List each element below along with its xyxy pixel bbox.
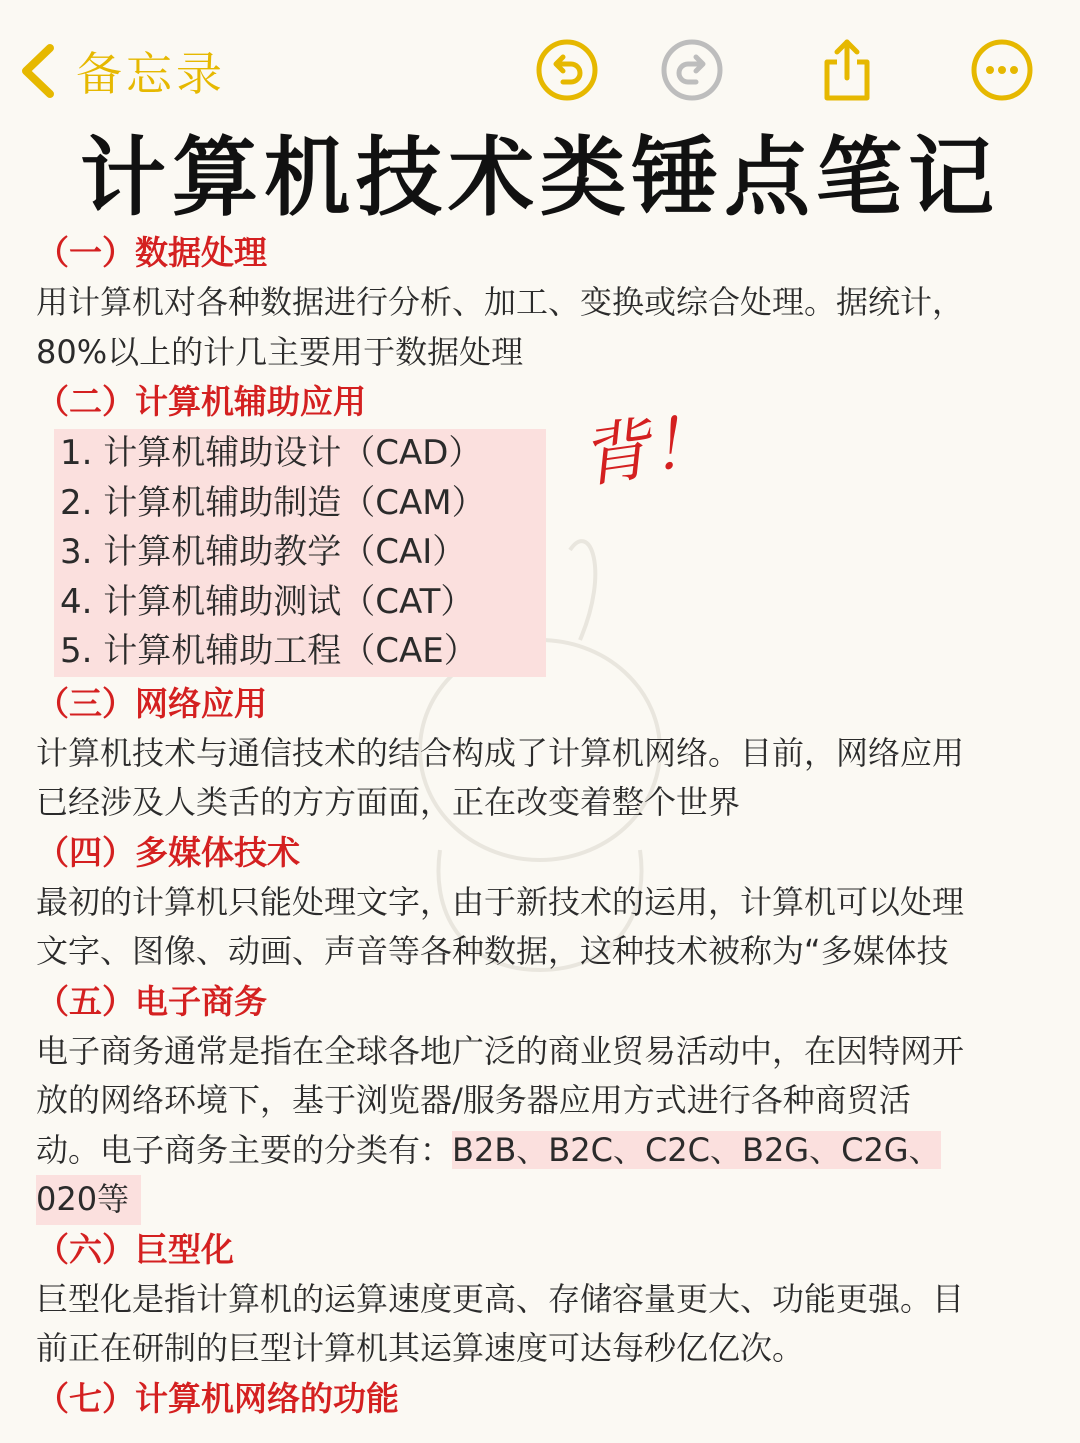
paragraph-line: 前正在研制的巨型计算机其运算速度可达每秒亿亿次。: [36, 1329, 805, 1367]
share-icon: [815, 38, 879, 102]
section-heading: （三）网络应用: [36, 683, 267, 723]
section-paragraph: [36, 1027, 1046, 1225]
more-button[interactable]: [970, 38, 1034, 102]
back-label: 备忘录: [76, 47, 226, 101]
section-paragraph: [36, 878, 1046, 977]
section-paragraph: [36, 729, 1046, 828]
toolbar: [0, 0, 1080, 115]
highlighted-text: 020等: [36, 1175, 141, 1225]
share-button[interactable]: [815, 38, 879, 102]
list-item: 3. 计算机辅助教学（CAI）: [60, 532, 467, 572]
paragraph-text: 动。电子商务主要的分类有：: [36, 1130, 453, 1169]
paragraph-line: [36, 1126, 1046, 1176]
section-paragraph: [36, 278, 1046, 377]
undo-button[interactable]: [535, 38, 599, 102]
paragraph-line: [36, 1175, 1046, 1225]
paragraph-line: 计算机技术与通信技术的结合构成了计算机网络。目前，网络应用: [36, 733, 965, 772]
section-heading: （五）电子商务: [36, 981, 267, 1021]
highlighted-list: [54, 429, 546, 677]
note-body[interactable]: [36, 228, 1046, 1424]
highlighted-text: B2B、B2C、C2C、B2G、C2G、: [452, 1130, 941, 1169]
handwritten-note-text: 背！: [575, 400, 722, 499]
redo-icon: [660, 38, 724, 102]
paragraph-line: 已经涉及人类舌的方方面面，正在改变着整个世界: [36, 783, 741, 821]
section-heading: （六）巨型化: [36, 1229, 234, 1269]
paragraph-line: 放的网络环境下，基于浏览器/服务器应用方式进行各种商贸活: [36, 1081, 911, 1119]
paragraph-line: 最初的计算机只能处理文字，由于新技术的运用，计算机可以处理: [36, 882, 965, 921]
chevron-left-icon: [18, 42, 58, 100]
paragraph-line: 巨型化是指计算机的运算速度更高、存储容量更大、功能更强。目: [36, 1279, 965, 1318]
section-paragraph: [36, 1275, 1046, 1374]
more-icon: [970, 38, 1034, 102]
paragraph-line: 用计算机对各种数据进行分析、加工、变换或综合处理。据统计，: [36, 283, 965, 321]
section-heading: （二）计算机辅助应用: [36, 382, 366, 421]
page-title: 计算机技术类锤点笔记: [80, 128, 1000, 228]
section-heading: （七）计算机网络的功能: [36, 1378, 399, 1418]
back-button[interactable]: [18, 38, 226, 104]
list-item: 5. 计算机辅助工程（CAE）: [60, 631, 478, 671]
list-item: 1. 计算机辅助设计（CAD）: [60, 433, 483, 473]
paragraph-line: 文字、图像、动画、声音等各种数据，这种技术被称为“多媒体技: [36, 932, 949, 970]
section-heading: （四）多媒体技术: [36, 832, 300, 872]
section-heading: （一）数据处理: [36, 233, 267, 272]
redo-button[interactable]: [660, 38, 724, 102]
paragraph-line: 80%以上的计几主要用于数据处理: [36, 332, 524, 371]
list-item: 4. 计算机辅助测试（CAT）: [60, 581, 475, 622]
list-item: 2. 计算机辅助制造（CAM）: [60, 482, 486, 523]
paragraph-line: 电子商务通常是指在全球各地广泛的商业贸易活动中，在因特网开: [36, 1031, 965, 1070]
undo-icon: [535, 38, 599, 102]
